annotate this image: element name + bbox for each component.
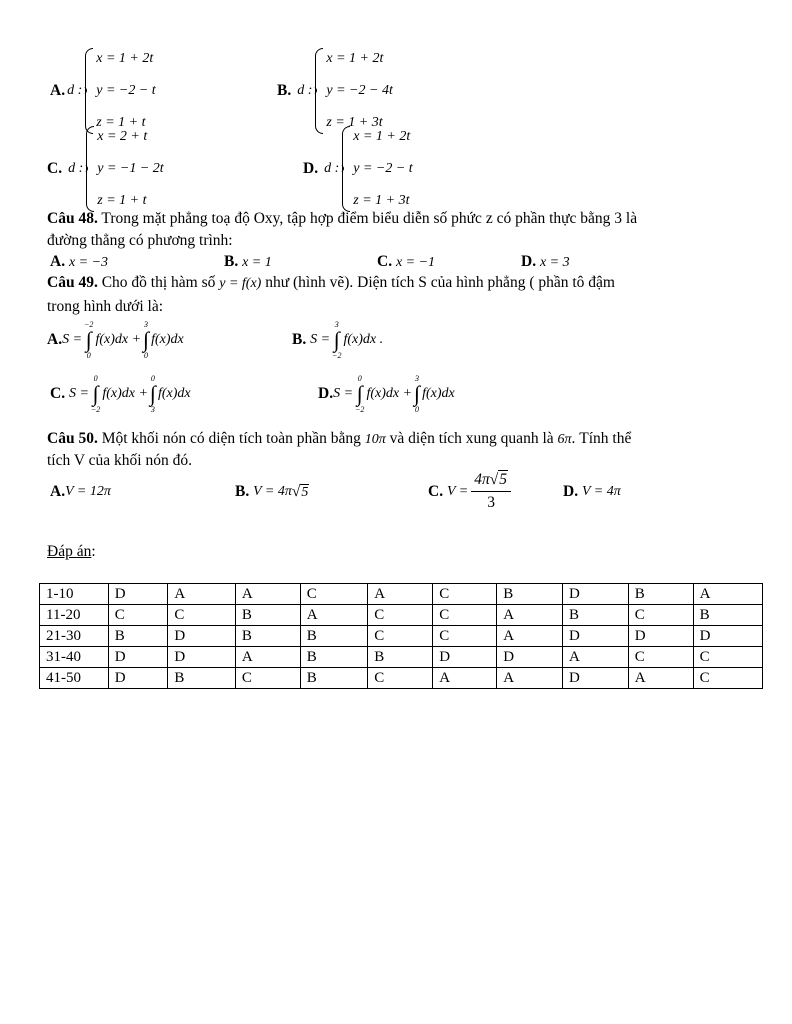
- area-symbol: S =: [68, 386, 89, 401]
- answer-cell: A: [497, 605, 563, 626]
- lower-limit: 0: [415, 405, 420, 414]
- answer-cell: C: [628, 647, 693, 668]
- q50-option-b: B. V = 4π √ 5: [235, 483, 309, 500]
- lower-limit: 3: [150, 405, 155, 414]
- question-range-cell: 11-20: [40, 605, 109, 626]
- answer-cell: A: [235, 647, 300, 668]
- brace: [342, 126, 350, 212]
- option-lhs: V =: [446, 483, 469, 499]
- equation-y: y = −1 − 2t: [97, 161, 164, 176]
- answer-cell: A: [497, 626, 563, 647]
- equation-y: y = −2 − t: [353, 161, 413, 176]
- q49-text-line-2: trong hình dưới là:: [47, 298, 164, 315]
- equation-x: x = 1 + 2t: [326, 51, 384, 66]
- answer-cell: B: [300, 668, 368, 689]
- q47-option-b: [277, 48, 393, 134]
- integral-glyph: ∫: [414, 381, 421, 406]
- answer-cell: D: [497, 647, 563, 668]
- question-text: như (hình vẽ). Diện tích S của hình phẳng ( phần tô đậm: [261, 274, 615, 291]
- answer-cell: C: [693, 668, 762, 689]
- fraction: [471, 471, 511, 512]
- equation-x: x = 2 + t: [97, 129, 148, 144]
- integral-sign: [143, 320, 149, 360]
- integral-sign: [91, 374, 100, 414]
- question-number: Câu 50.: [47, 430, 98, 447]
- brace: [85, 48, 93, 134]
- answer-cell: B: [497, 584, 563, 605]
- answer-cell: C: [168, 605, 236, 626]
- answer-cell: D: [563, 668, 629, 689]
- question-range-cell: 41-50: [40, 668, 109, 689]
- q47-option-a: [50, 48, 156, 134]
- q47-option-c: [47, 126, 164, 212]
- equation-z: z = 1 + t: [96, 115, 146, 130]
- answer-cell: C: [368, 605, 433, 626]
- lateral-area-value: 6π: [557, 432, 572, 447]
- q48-option-a: [50, 253, 108, 271]
- option-label: B.: [277, 82, 292, 99]
- answer-cell: A: [693, 584, 762, 605]
- question-text: . Tính thể: [571, 430, 632, 447]
- integrand: f(x)dx +: [102, 386, 148, 401]
- integral-sign: [332, 320, 341, 360]
- upper-limit: −2: [84, 320, 94, 329]
- upper-limit: 0: [150, 374, 155, 383]
- option-label: D.: [521, 253, 537, 270]
- option-value: V = 4π: [581, 484, 621, 499]
- line-name: d :: [324, 161, 340, 176]
- radicand: 5: [301, 484, 309, 500]
- answer-cell: B: [235, 626, 300, 647]
- answer-cell: D: [433, 647, 497, 668]
- question-range-cell: 21-30: [40, 626, 109, 647]
- area-symbol: S =: [310, 332, 331, 347]
- option-label: D.: [563, 483, 579, 500]
- answer-cell: D: [628, 626, 693, 647]
- integrand: f(x)dx +: [95, 332, 142, 347]
- numerator-coefficient: 4π: [474, 471, 490, 488]
- q49-option-c: [50, 374, 191, 414]
- function-expression: y = f(x): [219, 276, 262, 291]
- question-number: Câu 49.: [47, 274, 98, 291]
- q50-text-line-2: tích V của khối nón đó.: [47, 452, 192, 469]
- answer-cell: C: [433, 605, 497, 626]
- integral-glyph: ∫: [333, 327, 340, 352]
- upper-limit: 0: [93, 374, 98, 383]
- line-name: d :: [297, 83, 313, 98]
- integral-sign: [414, 374, 420, 414]
- line-name: d :: [68, 161, 84, 176]
- upper-limit: 3: [334, 320, 339, 329]
- answer-key-heading: [47, 543, 96, 561]
- denominator: 3: [487, 494, 495, 511]
- q49-option-b: [292, 320, 383, 360]
- answer-cell: A: [497, 668, 563, 689]
- answer-cell: D: [168, 647, 236, 668]
- option-label: A.: [50, 82, 66, 99]
- option-value: x = 1: [242, 255, 272, 270]
- answer-cell: B: [628, 584, 693, 605]
- answer-cell: D: [563, 584, 629, 605]
- answer-cell: B: [300, 626, 368, 647]
- integral-glyph: ∫: [356, 381, 363, 406]
- answer-cell: A: [628, 668, 693, 689]
- answer-cell: D: [693, 626, 762, 647]
- answer-cell: C: [368, 626, 433, 647]
- answer-cell: D: [563, 626, 629, 647]
- q49-option-d: [318, 374, 455, 414]
- answer-cell: A: [433, 668, 497, 689]
- option-label: A.: [50, 483, 66, 500]
- integral-sign: [150, 374, 156, 414]
- question-text: Một khối nón có diện tích toàn phần bằng: [97, 430, 365, 447]
- answer-cell: C: [368, 668, 433, 689]
- radicand: 5: [499, 471, 507, 488]
- option-label: C.: [50, 385, 66, 402]
- answer-cell: A: [300, 605, 368, 626]
- equation-x: x = 1 + 2t: [353, 129, 411, 144]
- heading-colon: :: [91, 543, 96, 560]
- area-symbol: S =: [62, 332, 83, 347]
- equation-x: x = 1 + 2t: [96, 51, 154, 66]
- q48-text-line-1: [47, 210, 637, 228]
- answer-cell: B: [108, 626, 168, 647]
- line-name: d :: [67, 83, 83, 98]
- total-area-value: 10π: [364, 432, 386, 447]
- answer-cell: B: [168, 668, 236, 689]
- answer-cell: C: [433, 584, 497, 605]
- lower-limit: −2: [355, 405, 365, 414]
- answer-cell: B: [368, 647, 433, 668]
- table-row: [40, 668, 763, 689]
- answer-cell: A: [368, 584, 433, 605]
- q49-text-line-1: [47, 274, 615, 292]
- answer-cell: B: [563, 605, 629, 626]
- option-label: A.: [47, 331, 63, 348]
- option-value: x = −3: [68, 255, 109, 270]
- equation-z: z = 1 + 3t: [353, 193, 410, 208]
- answer-cell: D: [108, 584, 168, 605]
- option-value: x = −1: [395, 255, 436, 270]
- table-row: [40, 626, 763, 647]
- question-text: Trong mặt phẳng toạ độ Oxy, tập hợp điểm biểu diễn số phức z có phần thực bằng 3 là: [97, 210, 638, 227]
- answer-cell: C: [628, 605, 693, 626]
- answer-cell: C: [300, 584, 368, 605]
- brace: [86, 126, 94, 212]
- answer-cell: C: [693, 647, 762, 668]
- upper-limit: 3: [415, 374, 420, 383]
- answer-cell: D: [108, 647, 168, 668]
- integrand: f(x)dx: [151, 332, 184, 347]
- answer-cell: B: [235, 605, 300, 626]
- q47-option-d: [303, 126, 413, 212]
- q50-text-line-1: [47, 430, 631, 448]
- q48-text-line-2: đường thẳng có phương trình:: [47, 232, 233, 249]
- lower-limit: −2: [90, 405, 101, 414]
- question-number: Câu 48.: [47, 210, 98, 227]
- question-range-cell: 31-40: [40, 647, 109, 668]
- q48-option-c: [377, 253, 435, 271]
- integrand: f(x)dx: [422, 386, 455, 401]
- answer-cell: A: [235, 584, 300, 605]
- integral-glyph: ∫: [149, 381, 156, 406]
- integrand: f(x)dx .: [343, 332, 384, 347]
- answer-cell: C: [108, 605, 168, 626]
- integral-sign: [84, 320, 93, 360]
- answer-cell: A: [563, 647, 629, 668]
- lower-limit: 0: [144, 351, 149, 360]
- answer-cell: B: [300, 647, 368, 668]
- answer-cell: C: [235, 668, 300, 689]
- q48-option-b: [224, 253, 272, 271]
- brace: [315, 48, 323, 134]
- area-symbol: S =: [333, 386, 354, 401]
- question-text: Cho đồ thị hàm số: [97, 274, 220, 291]
- q50-option-a: [50, 483, 111, 501]
- answer-cell: C: [433, 626, 497, 647]
- integral-glyph: ∫: [92, 381, 99, 406]
- question-range-cell: 1-10: [40, 584, 109, 605]
- option-label: B.: [292, 331, 307, 348]
- upper-limit: 0: [357, 374, 362, 383]
- answer-cell: D: [168, 626, 236, 647]
- answer-key-title: Đáp án: [47, 543, 92, 560]
- option-value: V = 4π: [253, 484, 292, 499]
- numerator: 4π√5: [471, 471, 511, 492]
- equation-z: z = 1 + 3t: [326, 115, 383, 130]
- option-label: C.: [377, 253, 393, 270]
- integrand: f(x)dx +: [366, 386, 413, 401]
- option-label: B.: [224, 253, 239, 270]
- integral-glyph: ∫: [85, 327, 92, 352]
- table-row: [40, 647, 763, 668]
- answer-key-table: [39, 583, 763, 689]
- option-label: A.: [50, 253, 66, 270]
- option-label: D.: [318, 385, 334, 402]
- integral-glyph: ∫: [143, 327, 150, 352]
- table-row: [40, 584, 763, 605]
- integral-sign: [355, 374, 364, 414]
- q48-option-d: [521, 253, 570, 271]
- equation-z: z = 1 + t: [97, 193, 147, 208]
- q50-option-c: [428, 471, 514, 512]
- q49-option-a: [47, 320, 184, 360]
- equation-y: y = −2 − t: [96, 83, 156, 98]
- option-value: x = 3: [539, 255, 570, 270]
- lower-limit: 0: [86, 351, 91, 360]
- table-row: [40, 605, 763, 626]
- equation-y: y = −2 − 4t: [326, 83, 393, 98]
- option-value: V = 12π: [65, 484, 111, 499]
- integrand: f(x)dx: [157, 386, 191, 401]
- answer-cell: D: [108, 668, 168, 689]
- question-text: và diện tích xung quanh là: [385, 430, 558, 447]
- lower-limit: −2: [332, 351, 342, 360]
- option-label: C.: [428, 482, 444, 500]
- answer-cell: B: [693, 605, 762, 626]
- option-label: C.: [47, 160, 63, 177]
- answer-cell: A: [168, 584, 236, 605]
- q50-option-d: [563, 483, 621, 501]
- upper-limit: 3: [144, 320, 149, 329]
- option-label: B.: [235, 483, 250, 500]
- option-label: D.: [303, 160, 319, 177]
